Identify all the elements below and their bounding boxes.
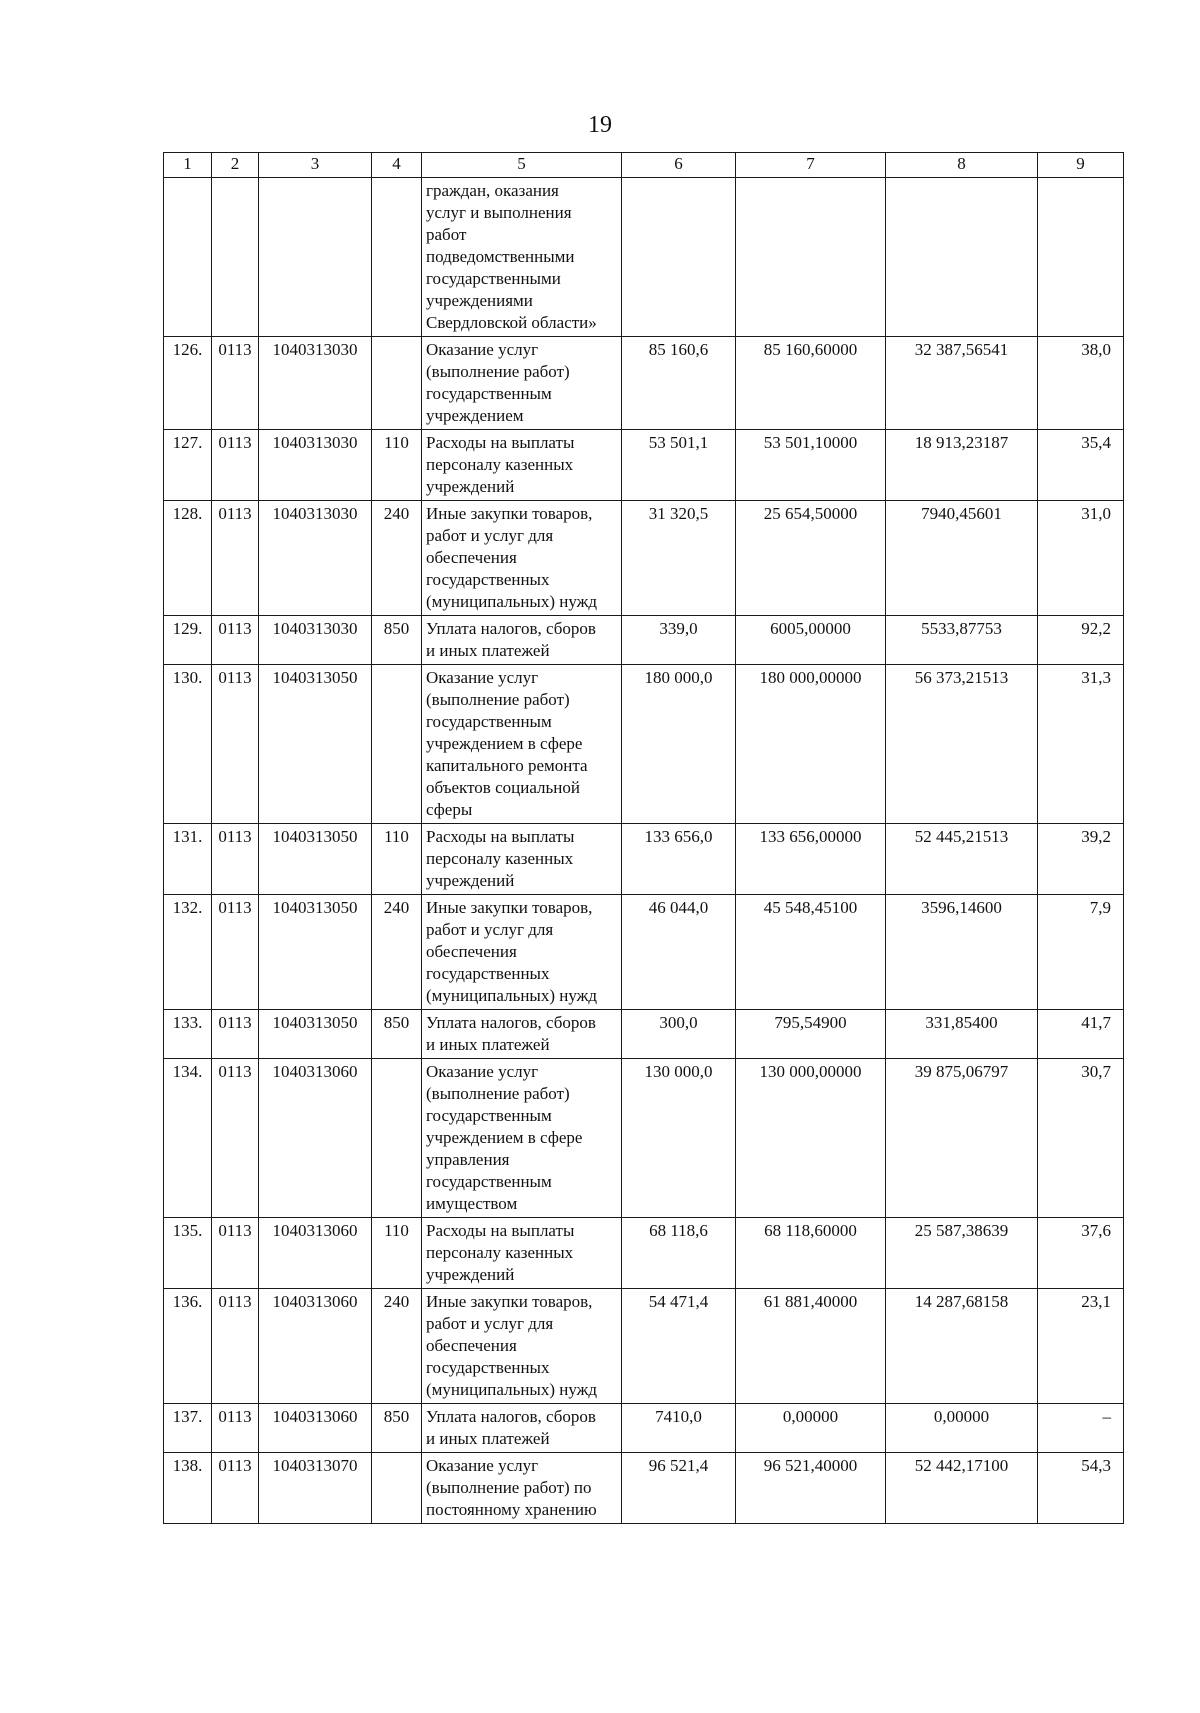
page-number: 19 <box>588 112 612 138</box>
approved-amount-cell: 96 521,4 <box>622 1453 736 1524</box>
header-cell: 7 <box>736 153 886 178</box>
section-code-cell: 0113 <box>212 430 259 501</box>
target-code-cell: 1040313070 <box>259 1453 372 1524</box>
executed-amount-cell: 18 913,23187 <box>886 430 1038 501</box>
section-code-cell: 0113 <box>212 895 259 1010</box>
expense-type-cell: 240 <box>372 895 422 1010</box>
expense-type-cell <box>372 665 422 824</box>
row-number-cell: 133. <box>164 1010 212 1059</box>
target-code-cell: 1040313060 <box>259 1404 372 1453</box>
expense-type-cell: 110 <box>372 1218 422 1289</box>
row-number-cell: 128. <box>164 501 212 616</box>
target-code-cell: 1040313050 <box>259 824 372 895</box>
row-number-cell: 134. <box>164 1059 212 1218</box>
description-cell: Иные закупки товаров, работ и услуг для обеспечения государственных (муниципальных) нужд <box>422 895 622 1010</box>
target-code-cell: 1040313060 <box>259 1218 372 1289</box>
plan-amount-cell: 180 000,00000 <box>736 665 886 824</box>
executed-amount-cell: 0,00000 <box>886 1404 1038 1453</box>
table-row <box>164 1289 1124 1404</box>
header-cell: 6 <box>622 153 736 178</box>
section-code-cell: 0113 <box>212 1404 259 1453</box>
header-cell: 2 <box>212 153 259 178</box>
header-cell: 3 <box>259 153 372 178</box>
target-code-cell: 1040313030 <box>259 430 372 501</box>
executed-amount-cell: 52 442,17100 <box>886 1453 1038 1524</box>
plan-amount-cell: 0,00000 <box>736 1404 886 1453</box>
header-cell: 9 <box>1038 153 1124 178</box>
table-body <box>164 178 1124 1524</box>
table-row <box>164 665 1124 824</box>
executed-amount-cell: 14 287,68158 <box>886 1289 1038 1404</box>
table-row <box>164 430 1124 501</box>
description-cell: Оказание услуг (выполнение работ) государственным учреждением <box>422 337 622 430</box>
expense-type-cell <box>372 337 422 430</box>
plan-amount-cell: 53 501,10000 <box>736 430 886 501</box>
approved-amount-cell: 300,0 <box>622 1010 736 1059</box>
expense-type-cell <box>372 1453 422 1524</box>
approved-amount-cell: 53 501,1 <box>622 430 736 501</box>
percent-cell: 39,2 <box>1038 824 1124 895</box>
percent-cell: 37,6 <box>1038 1218 1124 1289</box>
section-code-cell: 0113 <box>212 1010 259 1059</box>
section-code-cell: 0113 <box>212 1218 259 1289</box>
target-code-cell: 1040313050 <box>259 1010 372 1059</box>
executed-amount-cell <box>886 178 1038 337</box>
percent-cell: 23,1 <box>1038 1289 1124 1404</box>
expense-type-cell: 240 <box>372 501 422 616</box>
approved-amount-cell: 68 118,6 <box>622 1218 736 1289</box>
plan-amount-cell: 96 521,40000 <box>736 1453 886 1524</box>
approved-amount-cell: 133 656,0 <box>622 824 736 895</box>
approved-amount-cell: 180 000,0 <box>622 665 736 824</box>
description-cell: Расходы на выплаты персоналу казенных учреждений <box>422 1218 622 1289</box>
approved-amount-cell: 46 044,0 <box>622 895 736 1010</box>
approved-amount-cell: 339,0 <box>622 616 736 665</box>
expense-type-cell: 850 <box>372 1010 422 1059</box>
percent-cell: 38,0 <box>1038 337 1124 430</box>
row-number-cell: 136. <box>164 1289 212 1404</box>
percent-cell: – <box>1038 1404 1124 1453</box>
row-number-cell <box>164 178 212 337</box>
expense-type-cell <box>372 1059 422 1218</box>
table-row <box>164 616 1124 665</box>
row-number-cell: 137. <box>164 1404 212 1453</box>
target-code-cell: 1040313060 <box>259 1289 372 1404</box>
executed-amount-cell: 5533,87753 <box>886 616 1038 665</box>
executed-amount-cell: 3596,14600 <box>886 895 1038 1010</box>
row-number-cell: 131. <box>164 824 212 895</box>
plan-amount-cell: 795,54900 <box>736 1010 886 1059</box>
section-code-cell <box>212 178 259 337</box>
header-cell: 8 <box>886 153 1038 178</box>
percent-cell: 31,3 <box>1038 665 1124 824</box>
percent-cell: 35,4 <box>1038 430 1124 501</box>
executed-amount-cell: 331,85400 <box>886 1010 1038 1059</box>
target-code-cell: 1040313030 <box>259 337 372 430</box>
row-number-cell: 126. <box>164 337 212 430</box>
plan-amount-cell: 130 000,00000 <box>736 1059 886 1218</box>
header-cell: 5 <box>422 153 622 178</box>
description-cell: Уплата налогов, сборов и иных платежей <box>422 1010 622 1059</box>
table-row <box>164 337 1124 430</box>
table-row <box>164 1404 1124 1453</box>
description-cell: Оказание услуг (выполнение работ) государственным учреждением в сфере капитального ремонта объектов социальной сферы <box>422 665 622 824</box>
executed-amount-cell: 52 445,21513 <box>886 824 1038 895</box>
section-code-cell: 0113 <box>212 824 259 895</box>
row-number-cell: 135. <box>164 1218 212 1289</box>
expense-type-cell <box>372 178 422 337</box>
section-code-cell: 0113 <box>212 1289 259 1404</box>
executed-amount-cell: 7940,45601 <box>886 501 1038 616</box>
target-code-cell: 1040313050 <box>259 665 372 824</box>
section-code-cell: 0113 <box>212 501 259 616</box>
target-code-cell: 1040313060 <box>259 1059 372 1218</box>
expense-type-cell: 110 <box>372 430 422 501</box>
table-row <box>164 1453 1124 1524</box>
header-cell: 1 <box>164 153 212 178</box>
table-row <box>164 1010 1124 1059</box>
description-cell: Иные закупки товаров, работ и услуг для обеспечения государственных (муниципальных) нужд <box>422 501 622 616</box>
section-code-cell: 0113 <box>212 337 259 430</box>
table-row <box>164 501 1124 616</box>
header-cell: 4 <box>372 153 422 178</box>
approved-amount-cell: 130 000,0 <box>622 1059 736 1218</box>
plan-amount-cell: 6005,00000 <box>736 616 886 665</box>
description-cell: Расходы на выплаты персоналу казенных учреждений <box>422 430 622 501</box>
approved-amount-cell: 54 471,4 <box>622 1289 736 1404</box>
description-cell: Уплата налогов, сборов и иных платежей <box>422 1404 622 1453</box>
table-row <box>164 1059 1124 1218</box>
budget-table <box>163 152 1124 1524</box>
row-number-cell: 132. <box>164 895 212 1010</box>
target-code-cell: 1040313030 <box>259 616 372 665</box>
percent-cell: 7,9 <box>1038 895 1124 1010</box>
approved-amount-cell: 85 160,6 <box>622 337 736 430</box>
row-number-cell: 130. <box>164 665 212 824</box>
percent-cell: 41,7 <box>1038 1010 1124 1059</box>
description-cell: граждан, оказания услуг и выполнения работ подведомственными государственными учреждениями Свердловской области» <box>422 178 622 337</box>
description-cell: Оказание услуг (выполнение работ) государственным учреждением в сфере управления государственным имуществом <box>422 1059 622 1218</box>
executed-amount-cell: 32 387,56541 <box>886 337 1038 430</box>
approved-amount-cell: 7410,0 <box>622 1404 736 1453</box>
row-number-cell: 129. <box>164 616 212 665</box>
description-cell: Расходы на выплаты персоналу казенных учреждений <box>422 824 622 895</box>
percent-cell: 54,3 <box>1038 1453 1124 1524</box>
plan-amount-cell: 61 881,40000 <box>736 1289 886 1404</box>
row-number-cell: 138. <box>164 1453 212 1524</box>
header-row <box>164 153 1124 178</box>
percent-cell: 92,2 <box>1038 616 1124 665</box>
target-code-cell <box>259 178 372 337</box>
section-code-cell: 0113 <box>212 1453 259 1524</box>
table-row <box>164 1218 1124 1289</box>
section-code-cell: 0113 <box>212 616 259 665</box>
expense-type-cell: 110 <box>372 824 422 895</box>
description-cell: Иные закупки товаров, работ и услуг для обеспечения государственных (муниципальных) нужд <box>422 1289 622 1404</box>
plan-amount-cell: 68 118,60000 <box>736 1218 886 1289</box>
table-row <box>164 178 1124 337</box>
plan-amount-cell: 85 160,60000 <box>736 337 886 430</box>
executed-amount-cell: 25 587,38639 <box>886 1218 1038 1289</box>
expense-type-cell: 850 <box>372 616 422 665</box>
plan-amount-cell: 25 654,50000 <box>736 501 886 616</box>
target-code-cell: 1040313050 <box>259 895 372 1010</box>
row-number-cell: 127. <box>164 430 212 501</box>
table-row <box>164 824 1124 895</box>
expense-type-cell: 850 <box>372 1404 422 1453</box>
plan-amount-cell: 133 656,00000 <box>736 824 886 895</box>
percent-cell: 30,7 <box>1038 1059 1124 1218</box>
expense-type-cell: 240 <box>372 1289 422 1404</box>
section-code-cell: 0113 <box>212 1059 259 1218</box>
executed-amount-cell: 39 875,06797 <box>886 1059 1038 1218</box>
percent-cell: 31,0 <box>1038 501 1124 616</box>
percent-cell <box>1038 178 1124 337</box>
table-row <box>164 895 1124 1010</box>
plan-amount-cell <box>736 178 886 337</box>
target-code-cell: 1040313030 <box>259 501 372 616</box>
approved-amount-cell: 31 320,5 <box>622 501 736 616</box>
section-code-cell: 0113 <box>212 665 259 824</box>
plan-amount-cell: 45 548,45100 <box>736 895 886 1010</box>
description-cell: Уплата налогов, сборов и иных платежей <box>422 616 622 665</box>
executed-amount-cell: 56 373,21513 <box>886 665 1038 824</box>
approved-amount-cell <box>622 178 736 337</box>
description-cell: Оказание услуг (выполнение работ) по постоянному хранению <box>422 1453 622 1524</box>
